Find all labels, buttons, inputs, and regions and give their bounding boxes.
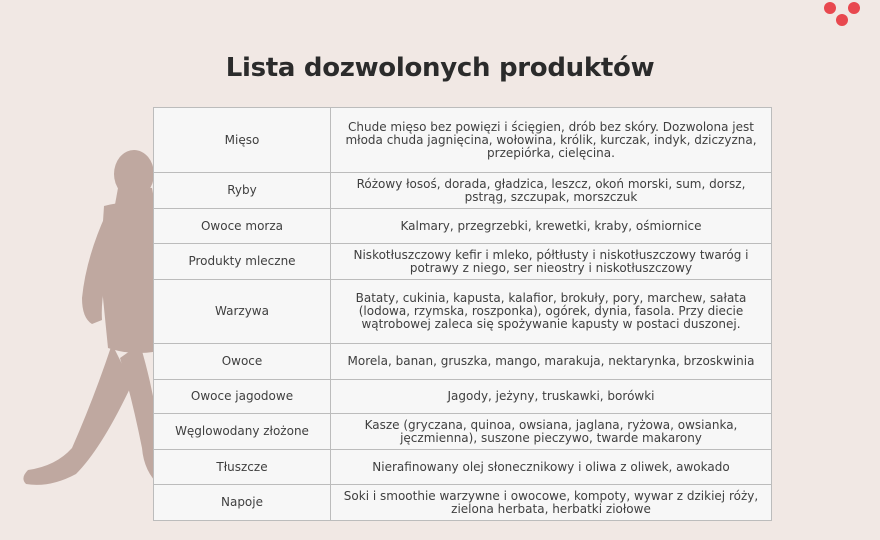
description-cell: Bataty, cukinia, kapusta, kalafior, brokuły, pory, marchew, sałata (lodowa, rzymska, roszponka), ogórek, dynia, fasola. Przy diecie wątrobowej zaleca się spożywanie kapusty w postaci duszonej. <box>331 280 772 344</box>
description-cell: Chude mięso bez powięzi i ścięgien, drób bez skóry. Dozwolona jest młoda chuda jagnięcina, wołowina, królik, kurczak, indyk, dziczyzna, przepiórka, cielęcina. <box>331 108 772 173</box>
category-cell: Tłuszcze <box>154 450 331 485</box>
description-cell: Kasze (gryczana, quinoa, owsiana, jaglana, ryżowa, owsianka, jęczmienna), suszone pieczywo, twarde makarony <box>331 414 772 450</box>
description-cell: Nierafinowany olej słonecznikowy i oliwa z oliwek, awokado <box>331 450 772 485</box>
table-row <box>154 344 772 380</box>
category-cell: Owoce jagodowe <box>154 380 331 414</box>
table-row <box>154 280 772 344</box>
description-cell: Niskotłuszczowy kefir i mleko, półtłusty i niskotłuszczowy twaróg i potrawy z niego, ser nieostry i niskotłuszczowy <box>331 244 772 280</box>
description-cell: Różowy łosoś, dorada, gładzica, leszcz, okoń morski, sum, dorsz, pstrąg, szczupak, morszczuk <box>331 173 772 209</box>
table-row <box>154 485 772 521</box>
category-cell: Warzywa <box>154 280 331 344</box>
category-cell: Ryby <box>154 173 331 209</box>
category-cell: Napoje <box>154 485 331 521</box>
table-row <box>154 209 772 244</box>
table-row <box>154 414 772 450</box>
description-cell: Morela, banan, gruszka, mango, marakuja, nektarynka, brzoskwinia <box>331 344 772 380</box>
category-cell: Mięso <box>154 108 331 173</box>
table-row <box>154 244 772 280</box>
table-row <box>154 108 772 173</box>
page-title: Lista dozwolonych produktów <box>225 53 655 83</box>
category-cell: Produkty mleczne <box>154 244 331 280</box>
table-row <box>154 380 772 414</box>
category-cell: Owoce <box>154 344 331 380</box>
description-cell: Kalmary, przegrzebki, krewetki, kraby, ośmiornice <box>331 209 772 244</box>
category-cell: Owoce morza <box>154 209 331 244</box>
category-cell: Węglowodany złożone <box>154 414 331 450</box>
description-cell: Soki i smoothie warzywne i owocowe, kompoty, wywar z dzikiej róży, zielona herbata, herbatki ziołowe <box>331 485 772 521</box>
table-row <box>154 173 772 209</box>
description-cell: Jagody, jeżyny, truskawki, borówki <box>331 380 772 414</box>
products-table <box>153 107 772 521</box>
table-row <box>154 450 772 485</box>
brand-logo-icon <box>820 0 866 30</box>
